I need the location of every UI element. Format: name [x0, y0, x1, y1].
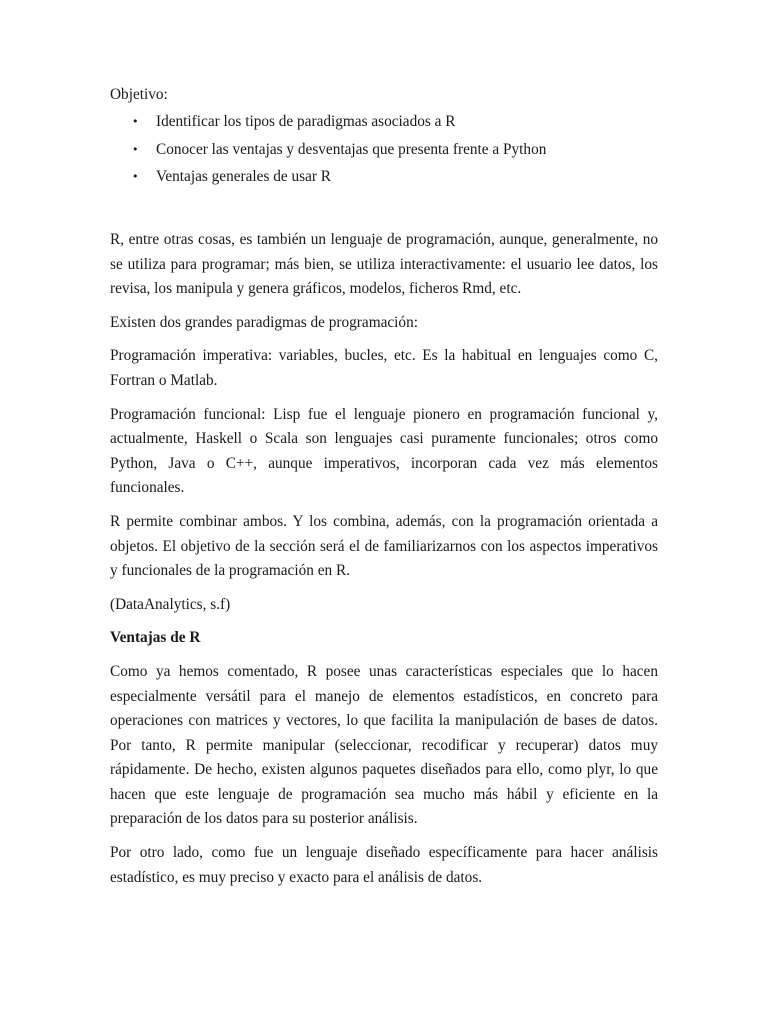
- list-item-text: Conocer las ventajas y desventajas que presenta frente a Python: [156, 140, 547, 158]
- bullet-icon: •: [132, 115, 139, 128]
- bullet-icon: •: [132, 142, 139, 156]
- paragraph-statistics: Por otro lado, como fue un lenguaje diseñado específicamente para hacer análisis estadístico, es muy preciso y exacto para el análisis de datos.: [110, 844, 658, 886]
- paragraph-functional: Programación funcional: Lisp fue el lenguaje pionero en programación funcional y, actualmente, Haskell o Scala son lenguajes casi puramente funcionales; otros como Python, Java o C++, aunque imperativos, incorporan cada vez más elementos funcionales.: [110, 405, 658, 497]
- document-page: [110, 84, 658, 890]
- objective-label: Objetivo:: [110, 86, 168, 103]
- paragraph-advantages: Como ya hemos comentado, R posee unas características especiales que lo hacen especialmente versátil para el manejo de elementos estadísticos, en concreto para operaciones con matrices y vectores, lo que facilita la manipulación de bases de datos. Por tanto, R permite manipular (seleccionar, recodificar y recuperar) datos muy rápidamente. De hecho, existen algunos paquetes diseñados para ello, como plyr, lo que hacen que este lenguaje de programación sea mucho más hábil y eficiente en la preparación de los datos para su posterior análisis.: [110, 662, 658, 828]
- list-item: [110, 111, 658, 133]
- objective-list: [110, 111, 658, 188]
- paragraph-paradigms: Existen dos grandes paradigmas de programación:: [110, 313, 418, 331]
- citation: (DataAnalytics, s.f): [110, 595, 231, 613]
- list-item: [110, 139, 658, 161]
- paragraph-combination: R permite combinar ambos. Y los combina, además, con la programación orientada a objetos. El objetivo de la sección será el de familiarizarnos con los aspectos imperativos y funcionales de la programación en R.: [110, 512, 658, 580]
- bullet-icon: •: [132, 170, 139, 183]
- section-heading: Ventajas de R: [110, 629, 201, 647]
- paragraph-imperative: Programación imperativa: variables, bucles, etc. Es la habitual en lenguajes como C, Fortran o Matlab.: [110, 347, 658, 389]
- list-item-text: Identificar los tipos de paradigmas asociados a R: [156, 113, 456, 130]
- list-item: [110, 166, 658, 188]
- list-item-text: Ventajas generales de usar R: [156, 168, 331, 185]
- paragraph-r-intro: R, entre otras cosas, es también un lenguaje de programación, aunque, generalmente, no se utiliza para programar; más bien, se utiliza interactivamente: el usuario lee datos, los revisa, los manipula y genera gráficos, modelos, ficheros Rmd, etc.: [110, 231, 658, 298]
